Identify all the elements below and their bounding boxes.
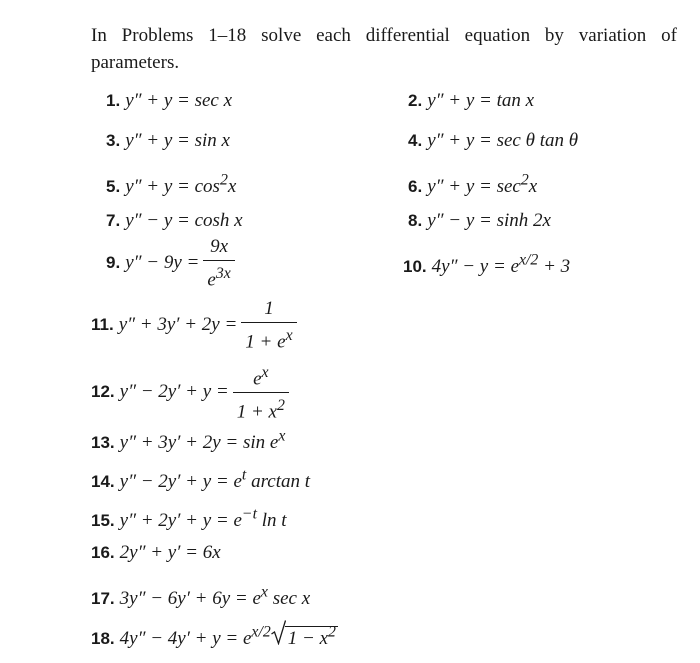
equation: $y'' + 2y' + y = e^{-t}$ ln t [119,506,287,532]
problem-number: 9. [106,253,121,273]
equation: y″ + y = sec θ tan θ [427,130,579,151]
problem-5 [106,170,236,198]
fraction: $\frac{1}{1 + e^x}$ [241,298,296,353]
problem-12 [91,362,289,424]
equation: $y'' - 2y' + y = e^t$ arctan t [119,467,311,493]
problem-2 [408,90,534,112]
equation: y″ − y = sinh 2x [427,210,551,231]
problem-15 [91,504,287,532]
problem-3 [106,130,230,152]
problem-number: 4. [408,131,423,150]
problem-11 [91,298,297,353]
problem-8 [408,210,551,232]
problem-number: 15. [91,511,115,531]
problem-number: 5. [106,177,121,197]
problem-number: 12. [91,382,115,402]
equation: y″ + y = sin x [125,130,230,151]
problem-number: 16. [91,543,115,562]
problem-number: 6. [408,177,423,197]
equation: 2y″ + y′ = 6x [119,542,221,563]
problem-17 [91,582,310,610]
problem-number: 17. [91,589,115,609]
equation: y″ + y = tan x [427,90,535,111]
problem-number: 10. [403,257,427,277]
square-root: $1 - x^2$ [271,622,338,650]
problem-10 [403,250,570,278]
equation: y″ − y = cosh x [125,210,243,231]
problem-number: 13. [91,433,115,453]
fraction: $\frac{e^x}{1 + x^2}$ [233,362,289,424]
equation: y″ − 9y = $\frac{9x}{e^{3x}}$ [125,252,235,273]
equation: $4y'' - y = e^{x/2} + 3$ [431,252,571,278]
problem-number: 3. [106,131,121,150]
equation: y″ − 2y′ + y = $\frac{e^x}{1 + x^2}$ [120,381,289,402]
problem-13 [91,426,285,454]
problem-14 [91,465,310,493]
problem-1 [106,90,232,112]
problem-number: 1. [106,91,121,110]
problem-number: 7. [106,211,121,230]
problem-4 [408,130,578,152]
equation: y″ + y = sec x [125,90,233,111]
problem-6 [408,170,537,198]
equation: $y'' + y = \cos^2x$ [125,172,237,198]
problem-number: 2. [408,91,423,110]
problem-number: 11. [91,315,114,335]
problem-7 [106,210,243,232]
problem-16 [91,542,221,564]
problem-number: 14. [91,472,115,492]
instructions-text: In Problems 1–18 solve each differential equation by variation of parameters. [91,25,677,73]
equation: $3y'' - 6y' + 6y = e^x$ sec x [119,584,311,610]
problem-18 [91,622,338,650]
equation: $y'' + 3y' + 2y = \sin e^x$ [119,428,286,454]
fraction: $\frac{9x}{e^{3x}}$ [203,236,234,291]
problem-9 [106,236,235,291]
problem-number: 8. [408,211,423,230]
equation: y″ + 3y′ + 2y = $\frac{1}{1 + e^x}$ [119,314,297,335]
problem-number: 18. [91,629,115,649]
equation: $4y'' - 4y' + y = e^{x/2}$ $1 - x^2$ [120,628,338,649]
equation: $y'' + y = \sec^2x$ [427,172,538,198]
